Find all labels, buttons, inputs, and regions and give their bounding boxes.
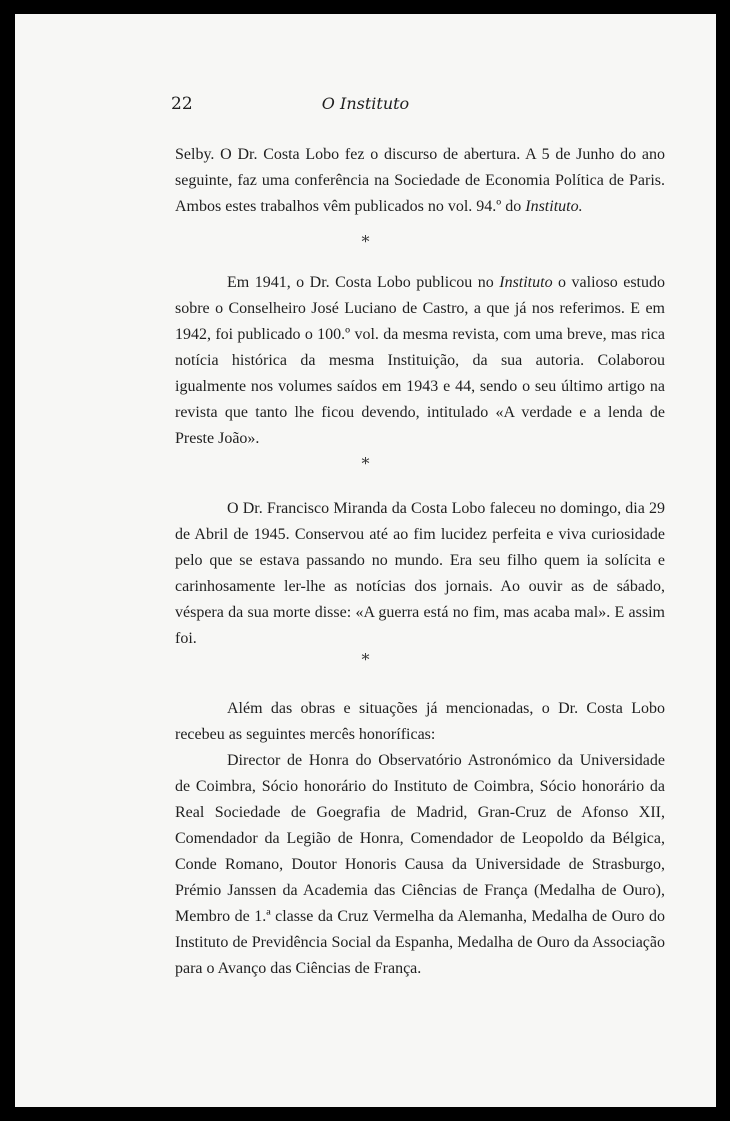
- running-title: O Instituto: [321, 94, 410, 113]
- paragraph-1-text: Selby. O Dr. Costa Lobo fez o discurso de abertura. A 5 de Junho do ano seguinte, faz uma conferência na Sociedade de Economia Política de Paris. Ambos estes trabalhos vêm publicados no vol. 94.º do: [175, 146, 665, 215]
- paragraph-5-roman-numeral: XII: [638, 804, 661, 821]
- paragraph-2: [175, 270, 665, 452]
- paragraph-5-text-a: Director de Honra do Observatório Astronómico da Universidade de Coimbra, Sócio honorário do Instituto de Coimbra, Sócio honorário da Real Sociedade de Goegrafia de Madrid, Gran-Cruz de Afonso: [175, 752, 665, 821]
- paragraph-5-text-b: , Comendador da Legião de Honra, Comendador de Leopoldo da Bélgica, Conde Romano, Doutor Honoris Causa da Universidade de Strasburgo, Prémio Janssen da Academia das Ciências de França (Medalha de Ouro), Membro de 1.ª classe da Cruz Vermelha da Alemanha, Medalha de Ouro do Instituto de Previdência Social da Espanha, Medalha de Ouro da Associação para o Avanço das Ciências de França.: [175, 804, 665, 977]
- paragraph-2-italic: Instituto: [499, 274, 553, 291]
- section-separator-2: *: [361, 454, 370, 473]
- paragraph-block-3: [175, 496, 665, 652]
- paragraph-1: [175, 142, 665, 220]
- paragraph-2-text-b: o valioso estudo sobre o Conselheiro José Luciano de Castro, a que já nos referimos. E em 1942, foi publicado o 100.º vol. da mesma revista, com uma breve, mas rica notícia histórica da mesma Instituição, da sua autoria. Colaborou igualmente nos volumes saídos em 1943 e 44, sendo o seu último artigo na revista que tanto lhe ficou devendo, intitulado «A verdade e a lenda de Preste João».: [175, 274, 665, 447]
- paragraph-5: [175, 748, 665, 982]
- paragraph-block-2: [175, 270, 665, 452]
- paragraph-3: O Dr. Francisco Miranda da Costa Lobo faleceu no domingo, dia 29 de Abril de 1945. Conservou até ao fim lucidez perfeita e viva curiosidade pelo que se estava passando no mundo. Era seu filho quem ia solícita e carinhosamente ler-lhe as notícias dos jornais. Ao ouvir as de sábado, véspera da sua morte disse: «A guerra está no fim, mas acaba mal». E assim foi.: [175, 500, 665, 647]
- paragraph-1-italic: Instituto.: [525, 198, 583, 215]
- paragraph-block-4: [175, 696, 665, 982]
- section-separator-3: *: [361, 650, 370, 669]
- page-number: 22: [171, 94, 193, 114]
- section-separator-1: *: [361, 232, 370, 251]
- paragraph-continuation: [175, 142, 665, 220]
- page-header: [15, 94, 716, 118]
- paragraph-2-text-a: Em 1941, o Dr. Costa Lobo publicou no: [227, 274, 500, 291]
- paragraph-4: Além das obras e situações já mencionadas, o Dr. Costa Lobo recebeu as seguintes mercês honoríficas:: [175, 700, 665, 743]
- document-page: [15, 14, 716, 1107]
